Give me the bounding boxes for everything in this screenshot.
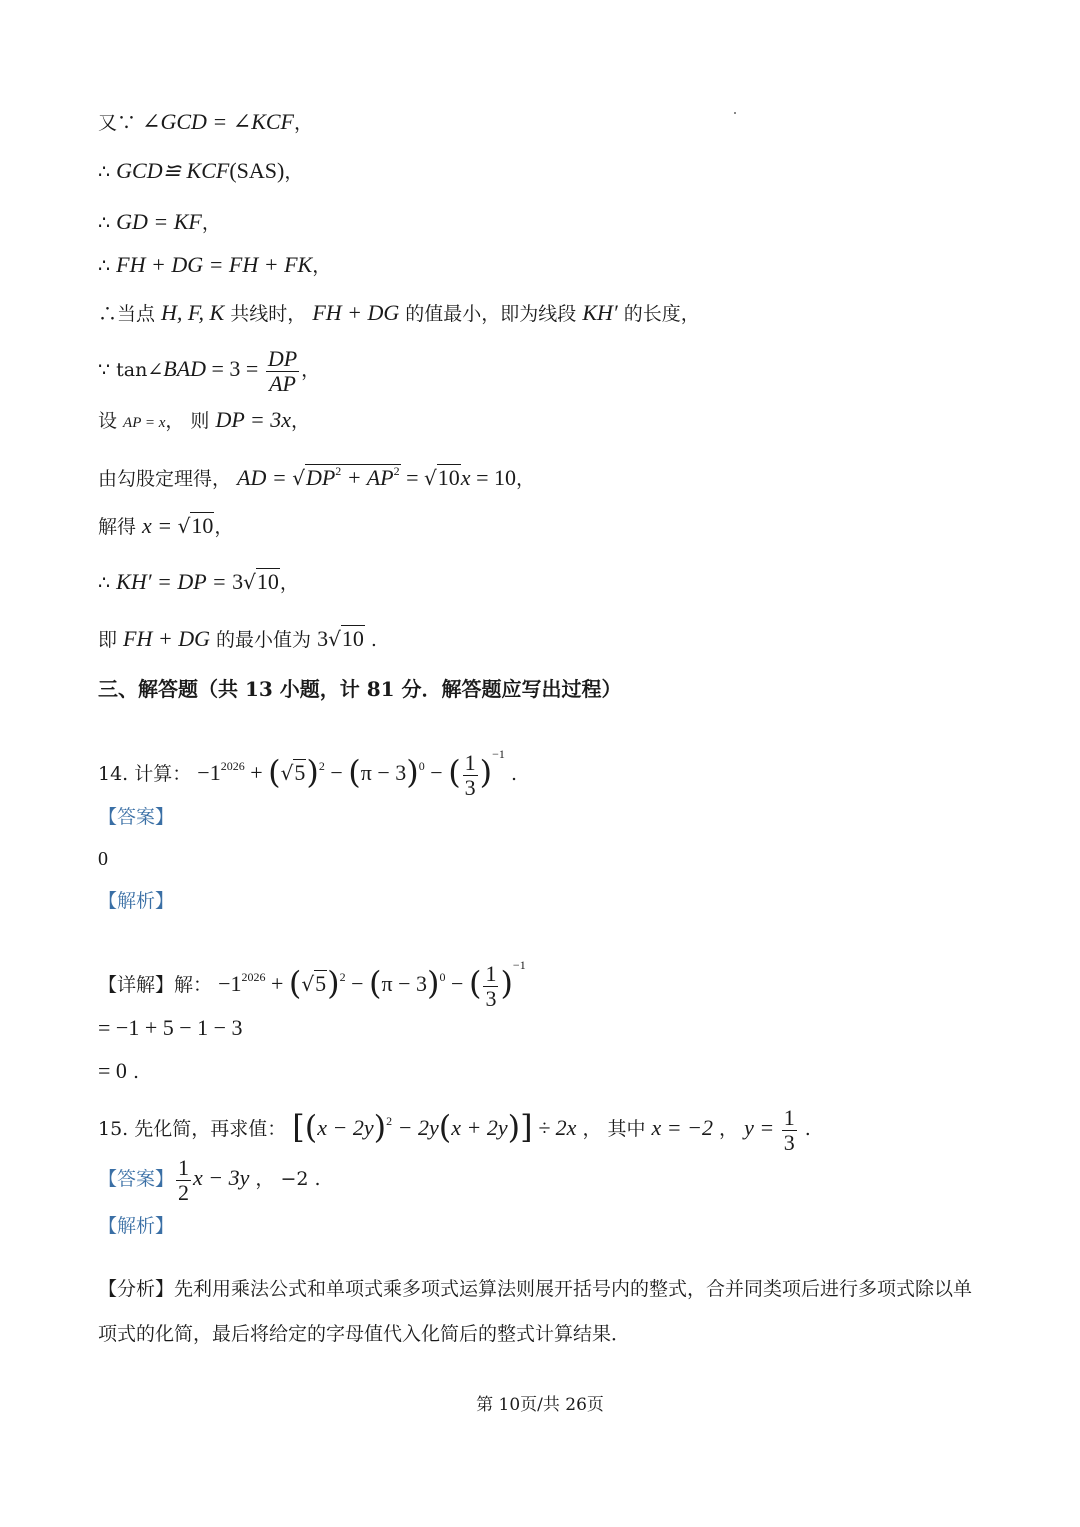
line-tan: ∵ tan∠BAD = 3 = $\frac{DP}{AP}$ ， [98, 345, 321, 396]
line-pythagoras: 由勾股定理得， AD = $√DP^2 + AP^2 = √10x = 10$， [98, 464, 535, 490]
line-angle-equal: 又∵ ∠GCD = ∠KCF， [98, 109, 314, 134]
answer-14: 0 [98, 848, 108, 870]
analysis-15-line1: 【分析】先利用乘法公式和单项式乘多项式运算法则展开括号内的整式，合并同类项后进行多项式除以单 [98, 1278, 973, 1300]
analysis-tag-15: 【解析】 [98, 1215, 175, 1237]
line-congruent: ∴ GCD≌ KCF(SAS)， [98, 158, 304, 183]
analysis-tag-14: 【解析】 [98, 890, 175, 912]
answer-15: 【答案】 $\frac{1}{2}$ x − 3y ， −2 . [98, 1154, 321, 1205]
analysis-15-line2: 项式的化简，最后将给定的字母值代入化简后的整式计算结果． [98, 1323, 631, 1345]
line-min-value: 即 FH + DG 的最小值为 3√10 . [98, 626, 377, 651]
section-heading: 三、解答题（共 13 小题，计 81 分．解答题应写出过程） [98, 677, 622, 701]
line-let: 设 AP = x， 则 DP = 3x， [98, 407, 311, 432]
detail-14: 【详解】解： $-1^{2026} + (√5)^2 - (\pi - 3)^0$ − ( $\frac{1}{3}$ )$^{-1}$ [98, 958, 526, 1011]
page-footer: 第 10页/共 26页 [476, 1395, 604, 1415]
line-collinear: ∴当点 H, F, K 共线时， FH + DG 的值最小，即为线段 KH′ 的长度， [98, 300, 700, 325]
step-2: = 0 . [98, 1058, 140, 1083]
question-15: 15. 先化简，再求值： $[(x - 2y)^2 - 2y(x + 2y)] \div 2x$ ， 其中 x = −2 ， y = $\frac{1}{3}$ . [98, 1104, 811, 1155]
fraction-dp-ap: $\frac{DP}{AP}$ [267, 345, 298, 396]
line-sum: ∴ FH + DG = FH + FK， [98, 252, 332, 277]
step-1: = −1 + 5 − 1 − 3 [98, 1015, 243, 1040]
line-gd-kf: ∴ GD = KF， [98, 209, 221, 234]
speck [734, 112, 736, 114]
line-kh: ∴ KH′ = DP = 3√10， [98, 569, 299, 594]
question-14: 14. 计算： $-1^{2026} + (√5)^2 - (\pi - 3)^0$ − ( $\frac{1}{3}$ )$^{-1}$ . [98, 747, 518, 800]
answer-tag-14: 【答案】 [98, 806, 175, 828]
line-solve: 解得 x = √10， [98, 513, 234, 538]
